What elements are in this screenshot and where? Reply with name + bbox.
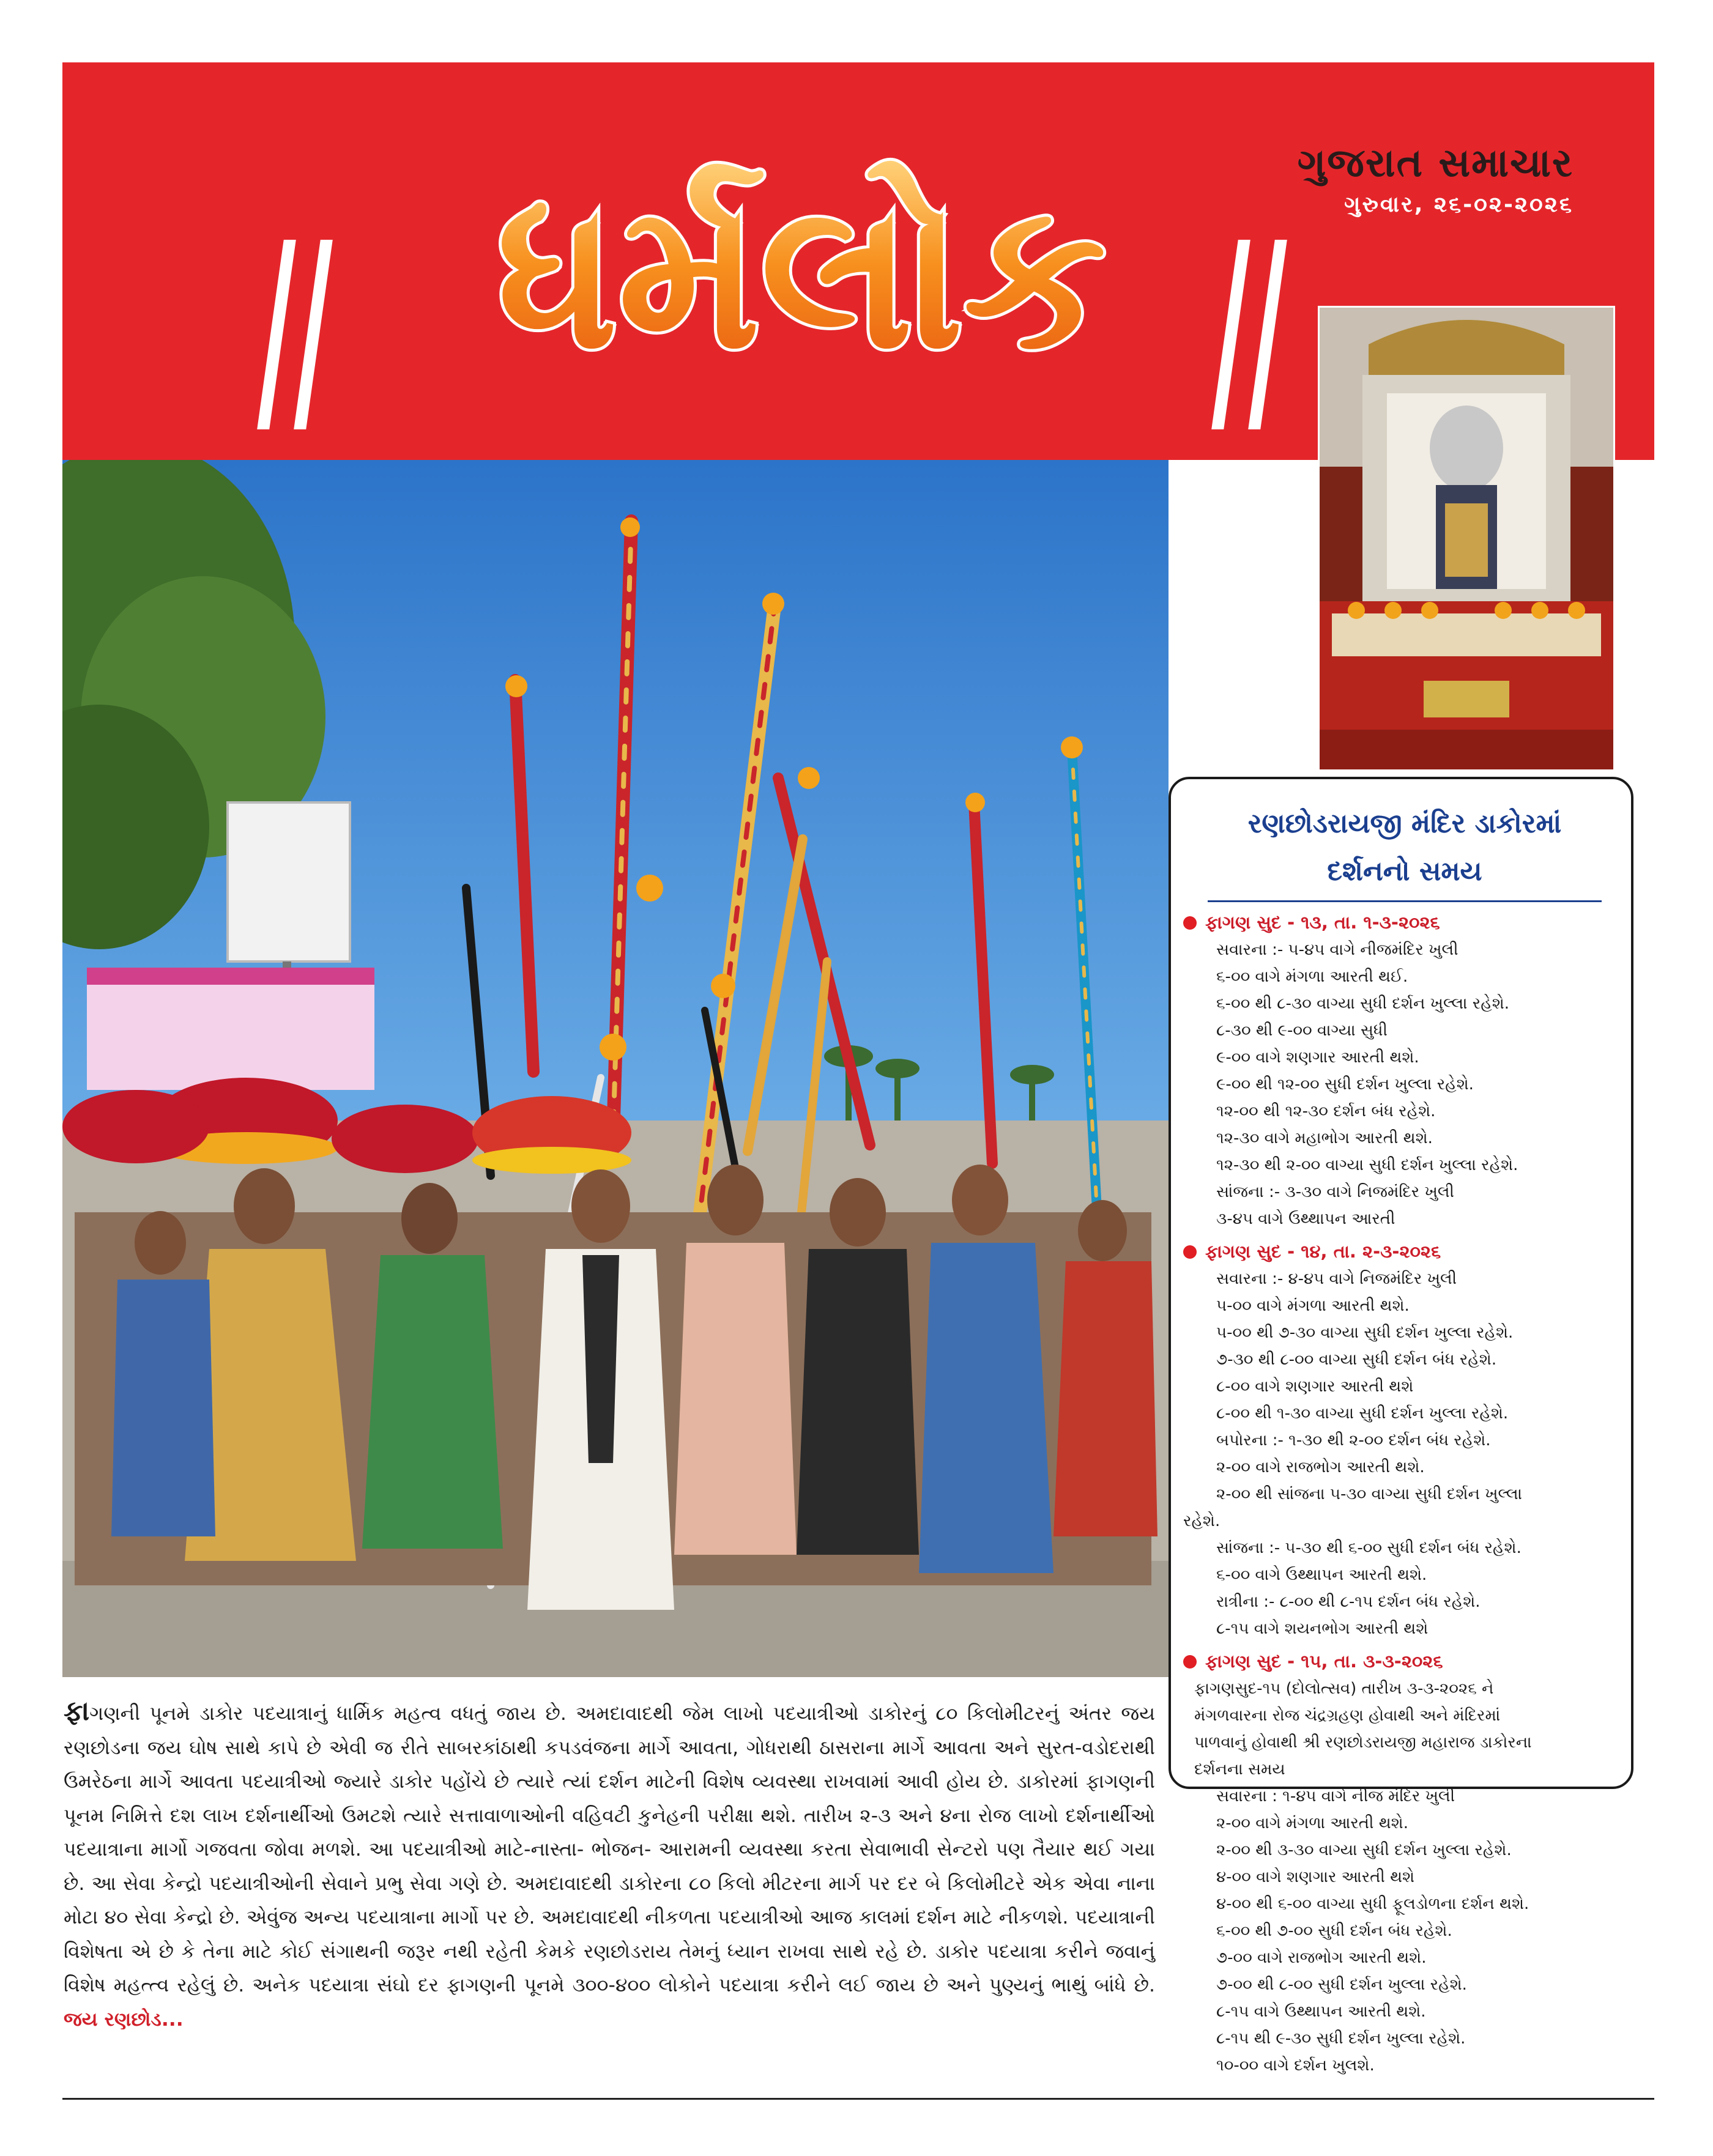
schedule-line: ૨-૦૦ થી સાંજના ૫-૩૦ વાગ્યા સુધી દર્શન ખુલ્લા — [1216, 1485, 1523, 1503]
schedule-day-heading — [1183, 1237, 1626, 1265]
schedule-line: પાળવાનું હોવાથી શ્રી રણછોડરાયજી મહારાજ ડાકોરના — [1194, 1733, 1532, 1752]
schedule-line: ૩-૪૫ વાગે ઉથ્થાપન આરતી — [1216, 1210, 1395, 1228]
schedule-line: મંગળવારના રોજ ચંદ્રગ્રહણ હોવાથી અને મંદિરમાં — [1194, 1706, 1501, 1725]
schedule-day-heading-text: ફાગણ સુદ - ૧૪, તા. ૨-૩-૨૦૨૬ — [1205, 1241, 1441, 1262]
schedule-line: ૭-૦૦ થી ૮-૦૦ સુધી દર્શન ખુલ્લા રહેશે. — [1216, 1976, 1467, 1994]
newspaper-name: ગુજરાત સમાચાર — [1297, 141, 1574, 186]
article-closing: જય રણછોડ... — [64, 2008, 184, 2031]
schedule-line: ૭-૩૦ થી ૮-૦૦ વાગ્યા સુધી દર્શન બંધ રહેશે. — [1216, 1350, 1497, 1369]
issue-date: ગુરુવાર, ૨૬-૦૨-૨૦૨૬ — [1344, 192, 1574, 217]
schedule-line: ૮-૧૫ થી ૯-૩૦ સુધી દર્શન ખુલ્લા રહેશે. — [1216, 2029, 1466, 2048]
bullet-dot-icon — [1183, 1655, 1197, 1669]
article-dropcap: ફા — [64, 1695, 90, 1727]
schedule-line: સવારના : ૧-૪૫ વાગે નીજ મંદિર ખુલી — [1216, 1787, 1455, 1806]
article-text: ગણની પૂનમે ડાકોર પદયાત્રાનું ધાર્મિક મહત્વ વધતું જાય છે. અમદાવાદથી જેમ લાખો પદયાત્રીઓ ડાકોરનું ૮૦ કિલોમીટરનું અંતર જય રણછોડના જય ઘોષ સાથે કાપે છે એવી જ રીતે સાબરકાંઠાથી કપડવંજના માર્ગે આવતા, ગોધરાથી ઠાસરાના માર્ગે આવતા અને સુરત-વડોદરાથી ઉમરેઠના માર્ગે આવતા પદયાત્રીઓ જ્યારે ડાકોર પહોંચે છે ત્યારે ત્યાં દર્શન માટેની વિશેષ વ્યવસ્થા રાખવામાં આવી હોય છે. ડાકોરમાં ફાગણની પૂનમ નિમિત્તે દશ લાખ દર્શનાર્થીઓ ઉમટશે ત્યારે સત્તાવાળાઓની વહિવટી કુનેહની પરીક્ષા થશે. તારીખ ૨-૩ અને ૪ના રોજ લાખો દર્શનાર્થીઓ પદયાત્રાના માર્ગો ગજવતા જોવા મળશે. આ પદયાત્રીઓ માટે-નાસ્તા- ભોજન- આરામની વ્યવસ્થા કરતા સેવાભાવી સેન્ટરો પણ તૈયાર થઈ ગયા છે. આ સેવા કેન્દ્રો પદયાત્રીઓની સેવાને પ્રભુ સેવા ગણે છે. અમદાવાદથી ડાકોરના ૮૦ કિલો મીટરના માર્ગ પર દર બે કિલોમીટરે એક એવા નાના મોટા ૪૦ સેવા કેન્દ્રો છે. એવુંજ અન્ય પદયાત્રાના માર્ગો પર છે. અમદાવાદથી નીકળતા પદયાત્રીઓ આજ કાલમાં દર્શન માટે નીકળશે. પદયાત્રાની વિશેષતા એ છે કે તેના માટે કોઈ સંગાથની જરૂર નથી રહેતી કેમકે રણછોડરાય તેમનું ધ્યાન રાખવા સાથે રહે છે. ડાકોર પદયાત્રા કરીને જવાનું વિશેષ મહત્ત્વ રહેલું છે. અનેક પદયાત્રા સંઘો દર ફાગણની પૂનમે ૩૦૦-૪૦૦ લોકોને પદયાત્રા કરીને લઈ જાય છે અને પુણ્યનું ભાથું બાંધે છે. — [64, 1703, 1155, 1996]
schedule-section — [1183, 1647, 1626, 2079]
schedule-day-heading-text: ફાગણ સુદ - ૧૫, તા. ૩-૩-૨૦૨૬ — [1205, 1651, 1443, 1672]
schedule-line: ૬-૦૦ થી ૭-૦૦ સુધી દર્શન બંધ રહેશે. — [1216, 1922, 1452, 1940]
schedule-line: સવારના :- ૪-૪૫ વાગે નિજમંદિર ખુલી — [1216, 1270, 1457, 1288]
bullet-dot-icon — [1183, 1245, 1197, 1259]
schedule-line: ૯-૦૦ થી ૧૨-૦૦ સુધી દર્શન ખુલ્લા રહેશે. — [1216, 1075, 1474, 1094]
section-title: ધર્મલોક — [497, 158, 1106, 393]
schedule-day-heading — [1183, 1647, 1626, 1675]
schedule-line: ૧૨-૩૦ વાગે મહાભોગ આરતી થશે. — [1216, 1129, 1433, 1147]
schedule-line: ૨-૦૦ થી ૩-૩૦ વાગ્યા સુધી દર્શન ખુલ્લા રહેશે. — [1216, 1841, 1512, 1859]
section-title-logo — [392, 104, 1211, 434]
schedule-line: સવારના :- ૫-૪૫ વાગે નીજમંદિર ખુલી — [1216, 941, 1458, 959]
schedule-day-heading — [1183, 908, 1626, 936]
schedule-title-line2: દર્શનનો સમય — [1327, 856, 1482, 887]
schedule-line: ૯-૦૦ વાગે શણગાર આરતી થશે. — [1216, 1048, 1419, 1067]
schedule-line: ૮-૧૫ વાગે ઉથ્થાપન આરતી થશે. — [1216, 2002, 1426, 2021]
schedule-line: ૫-૦૦ વાગે મંગળા આરતી થશે. — [1216, 1297, 1410, 1315]
schedule-line-continuation: રહેશે. — [1183, 1512, 1221, 1530]
schedule-line: ૮-૧૫ વાગે શયનભોગ આરતી થશે — [1216, 1620, 1429, 1638]
schedule-title-rule — [1208, 900, 1602, 902]
bottom-rule — [62, 2098, 1654, 2100]
pilgrims-procession-photo — [62, 460, 1169, 1677]
schedule-line: ૧૨-૩૦ થી ૨-૦૦ વાગ્યા સુધી દર્શન ખુલ્લા રહેશે. — [1216, 1156, 1518, 1174]
darshan-schedule-box — [1169, 777, 1633, 2075]
schedule-line: રાત્રીના :- ૮-૦૦ થી ૮-૧૫ દર્શન બંધ રહેશે. — [1216, 1593, 1481, 1611]
schedule-line: બપોરના :- ૧-૩૦ થી ૨-૦૦ દર્શન બંધ રહેશે. — [1216, 1431, 1491, 1450]
schedule-line: ૪-૦૦ થી ૬-૦૦ વાગ્યા સુધી ફૂલડોળના દર્શન થશે. — [1216, 1895, 1529, 1913]
temple-deity-photo — [1318, 306, 1615, 771]
schedule-line: ૮-૦૦ વાગે શણગાર આરતી થશે — [1216, 1377, 1414, 1396]
schedule-line: ૪-૦૦ વાગે શણગાર આરતી થશે — [1216, 1868, 1415, 1886]
schedule-line: દર્શનના સમય — [1194, 1760, 1285, 1779]
schedule-line: ૮-૩૦ થી ૯-૦૦ વાગ્યા સુધી — [1216, 1021, 1388, 1040]
schedule-line: સાંજના :- ૫-૩૦ થી ૬-૦૦ સુધી દર્શન બંધ રહેશે. — [1216, 1539, 1522, 1557]
schedule-sections — [1183, 908, 1626, 2079]
schedule-line: ૬-૦૦ થી ૮-૩૦ વાગ્યા સુધી દર્શન ખુલ્લા રહેશે. — [1216, 995, 1510, 1013]
schedule-line: ૨-૦૦ વાગે મંગળા આરતી થશે. — [1216, 1814, 1408, 1832]
schedule-line: ૨-૦૦ વાગે રાજભોગ આરતી થશે. — [1216, 1458, 1425, 1476]
schedule-title-line1: રણછોડરાયજી મંદિર ડાકોરમાં — [1247, 808, 1562, 839]
schedule-section — [1183, 908, 1626, 1232]
schedule-line: સાંજના :- ૩-૩૦ વાગે નિજમંદિર ખુલી — [1216, 1183, 1454, 1201]
schedule-section — [1183, 1237, 1626, 1642]
schedule-line: ૧૨-૦૦ થી ૧૨-૩૦ દર્શન બંધ રહેશે. — [1216, 1102, 1436, 1121]
schedule-line: ૮-૦૦ થી ૧-૩૦ વાગ્યા સુધી દર્શન ખુલ્લા રહેશે. — [1216, 1404, 1509, 1423]
schedule-line: ૬-૦૦ વાગે મંગળા આરતી થઈ. — [1216, 968, 1408, 986]
bullet-dot-icon — [1183, 916, 1197, 930]
schedule-day-heading-text: ફાગણ સુદ - ૧૩, તા. ૧-૩-૨૦૨૬ — [1205, 912, 1440, 933]
schedule-line: ૫-૦૦ થી ૭-૩૦ વાગ્યા સુધી દર્શન ખુલ્લા રહેશે. — [1216, 1324, 1514, 1342]
schedule-line: ૧૦-૦૦ વાગે દર્શન ખુલશે. — [1216, 2056, 1375, 2075]
schedule-line: ફાગણસુદ-૧૫ (દોલોત્સવ) તારીખ ૩-૩-૨૦૨૬ ને — [1194, 1680, 1494, 1698]
schedule-line: ૬-૦૦ વાગે ઉથ્થાપન આરતી થશે. — [1216, 1566, 1427, 1584]
article-body — [64, 1694, 1155, 2037]
schedule-line: ૭-૦૦ વાગે રાજભોગ આરતી થશે. — [1216, 1949, 1427, 1967]
